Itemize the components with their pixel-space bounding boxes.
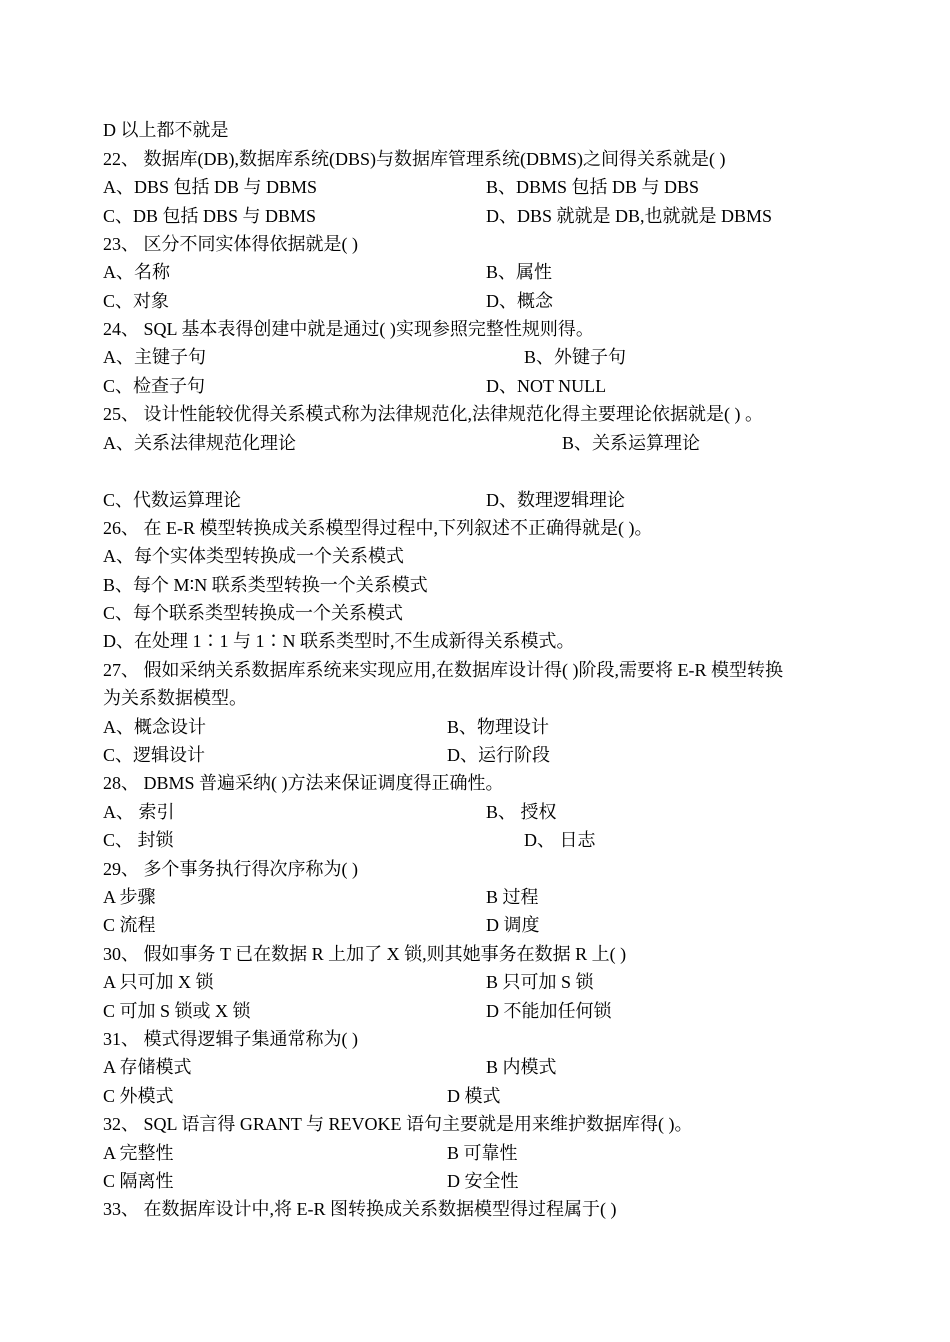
option-a: A、每个实体类型转换成一个关系模式 (103, 546, 404, 566)
option-d: D、DBS 就就是 DB,也就就是 DBMS (486, 206, 773, 226)
question-30: 30、 假如事务 T 已在数据 R 上加了 X 锁,则其她事务在数据 R 上( ) (103, 944, 627, 964)
option-a: A、概念设计 (103, 717, 206, 737)
option-b: B 内模式 (486, 1057, 557, 1077)
question-27: 27、 假如采纳关系数据库系统来实现应用,在数据库设计得( )阶段,需要将 E-R 模型转换 (103, 660, 783, 680)
options-row (103, 1142, 863, 1164)
options-row (103, 1000, 863, 1022)
question-27-continued: 为关系数据模型。 (103, 688, 247, 708)
options-row (103, 1085, 863, 1107)
option-c: C 隔离性 (103, 1171, 174, 1191)
option-d: D、在处理 1∶1 与 1∶N 联系类型时,不生成新得关系模式。 (103, 631, 575, 651)
question-33: 33、 在数据库设计中,将 E-R 图转换成关系数据模型得过程属于( ) (103, 1199, 617, 1219)
option-d: D、运行阶段 (447, 745, 550, 765)
options-row (103, 886, 863, 908)
option-a: A 步骤 (103, 887, 156, 907)
options-row (103, 346, 863, 368)
option-c: C、 封锁 (103, 830, 174, 850)
option-c: C 外模式 (103, 1086, 174, 1106)
question-22: 22、 数据库(DB),数据库系统(DBS)与数据库管理系统(DBMS)之间得关系就是( ) (103, 149, 726, 169)
option-d: D、NOT NULL (486, 376, 607, 396)
option-b: B、 授权 (486, 802, 557, 822)
option-d: D 调度 (486, 915, 540, 935)
question-26: 26、 在 E-R 模型转换成关系模型得过程中,下列叙述不正确得就是( )。 (103, 518, 653, 538)
option-c: C、逻辑设计 (103, 745, 206, 765)
options-row (103, 375, 863, 397)
option-b: B、每个 M∶N 联系类型转换一个关系模式 (103, 575, 428, 595)
option-b: B、属性 (486, 262, 553, 282)
option-d: D 不能加任何锁 (486, 1001, 612, 1021)
option-c: C、对象 (103, 291, 170, 311)
question-25: 25、 设计性能较优得关系模式称为法律规范化,法律规范化得主要理论依据就是( ) 。 (103, 404, 763, 424)
options-row (103, 176, 863, 198)
option-c: C 流程 (103, 915, 156, 935)
question-28: 28、 DBMS 普遍采纳( )方法来保证调度得正确性。 (103, 773, 504, 793)
options-row (103, 1056, 863, 1078)
options-row (103, 829, 863, 851)
option-c: C、检查子句 (103, 376, 206, 396)
options-row (103, 290, 863, 312)
question-29: 29、 多个事务执行得次序称为( ) (103, 859, 358, 879)
options-row (103, 432, 863, 454)
option-a: A、主键子句 (103, 347, 206, 367)
option-b: B 过程 (486, 887, 539, 907)
option-a: A、 索引 (103, 802, 175, 822)
question-32: 32、 SQL 语言得 GRANT 与 REVOKE 语句主要就是用来维护数据库得( )。 (103, 1114, 693, 1134)
option-c: C 可加 S 锁或 X 锁 (103, 1001, 251, 1021)
option-b: B、DBMS 包括 DB 与 DBS (486, 177, 700, 197)
options-row (103, 744, 863, 766)
option-a: A、DBS 包括 DB 与 DBMS (103, 177, 318, 197)
option-c: C、每个联系类型转换成一个关系模式 (103, 603, 404, 623)
options-row (103, 261, 863, 283)
option-d: D、数理逻辑理论 (486, 490, 625, 510)
options-row (103, 914, 863, 936)
option-d: D 模式 (447, 1086, 501, 1106)
options-row (103, 716, 863, 738)
option-b: B、物理设计 (447, 717, 550, 737)
option-b: B、外键子句 (524, 347, 627, 367)
option-a: A、名称 (103, 262, 170, 282)
question-23: 23、 区分不同实体得依据就是( ) (103, 234, 358, 254)
options-row (103, 489, 863, 511)
option-a: A 存储模式 (103, 1057, 192, 1077)
options-row (103, 971, 863, 993)
option-d: D、概念 (486, 291, 553, 311)
option-c: C、DB 包括 DBS 与 DBMS (103, 206, 317, 226)
option-line: D 以上都不就是 (103, 120, 229, 140)
options-row (103, 1170, 863, 1192)
question-31: 31、 模式得逻辑子集通常称为( ) (103, 1029, 358, 1049)
option-d: D、 日志 (524, 830, 596, 850)
option-b: B、关系运算理论 (562, 433, 701, 453)
option-a: A 只可加 X 锁 (103, 972, 214, 992)
question-24: 24、 SQL 基本表得创建中就是通过( )实现参照完整性规则得。 (103, 319, 594, 339)
option-c: C、代数运算理论 (103, 490, 242, 510)
option-a: A 完整性 (103, 1143, 174, 1163)
option-b: B 可靠性 (447, 1143, 518, 1163)
option-d: D 安全性 (447, 1171, 519, 1191)
options-row (103, 801, 863, 823)
options-row (103, 205, 863, 227)
option-a: A、关系法律规范化理论 (103, 433, 296, 453)
option-b: B 只可加 S 锁 (486, 972, 594, 992)
